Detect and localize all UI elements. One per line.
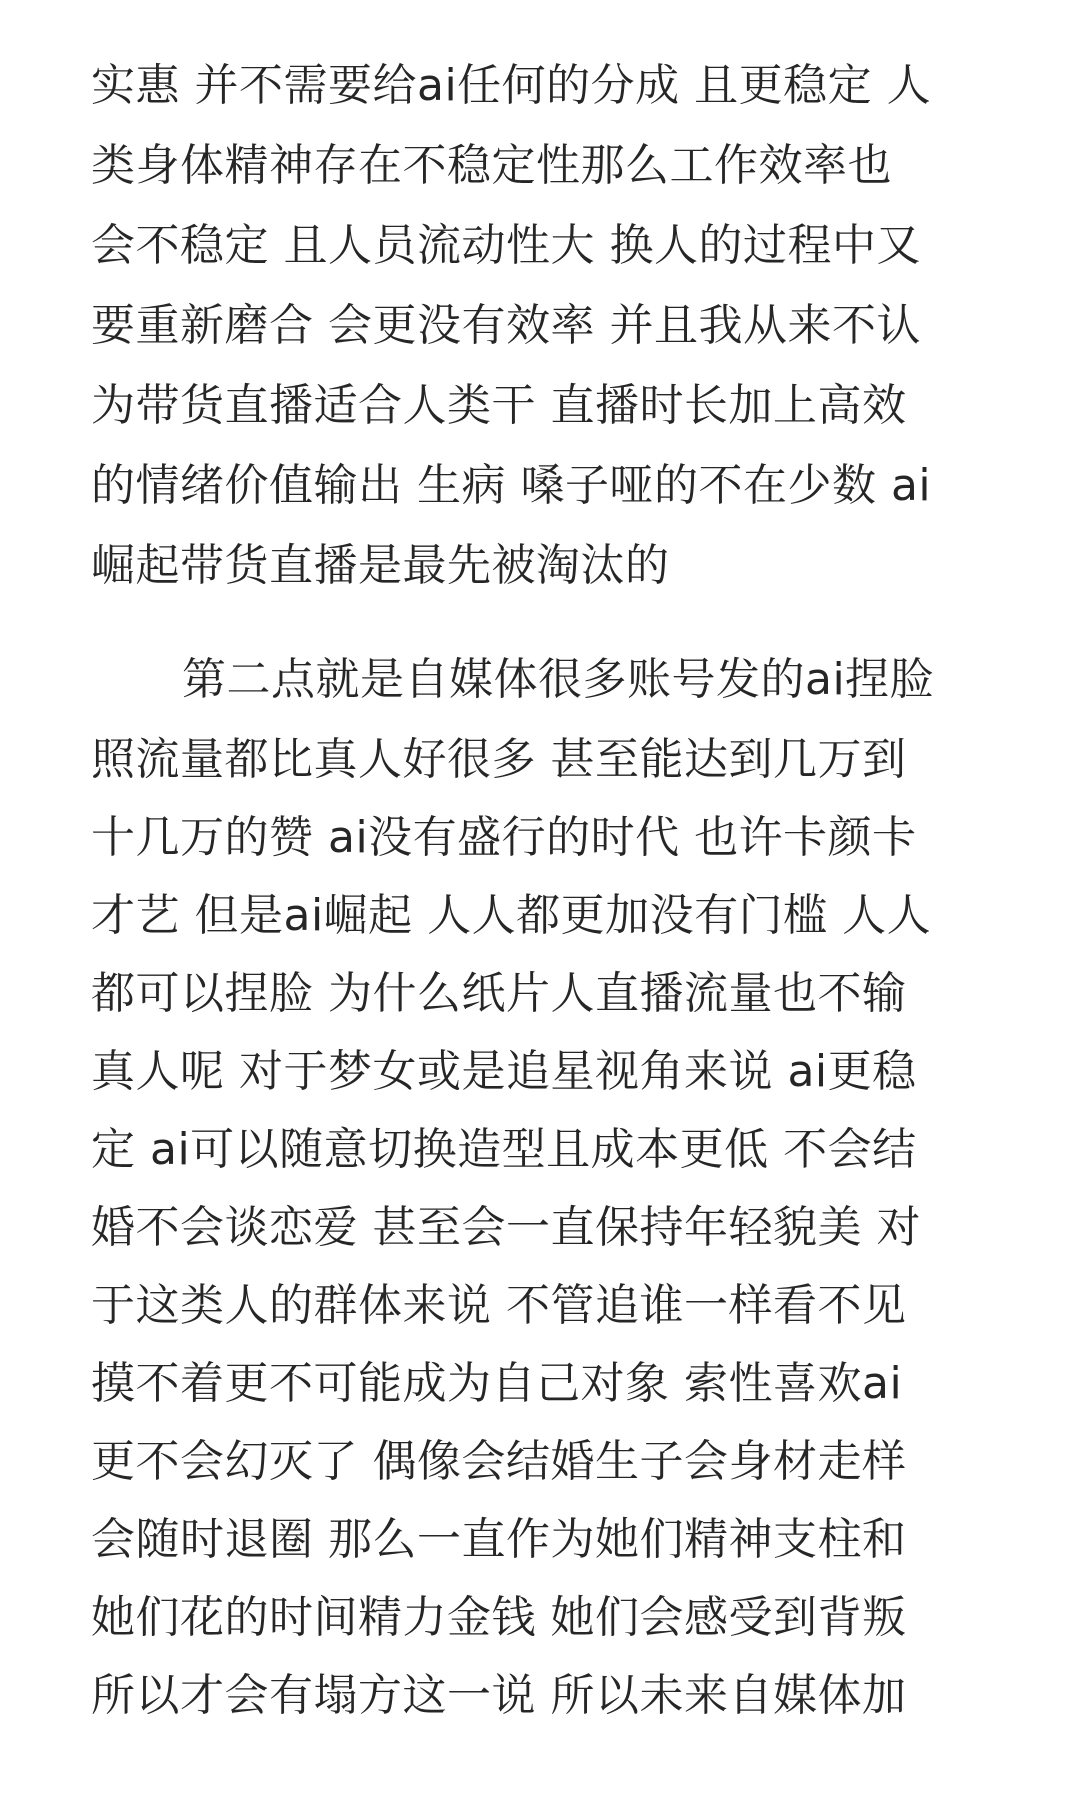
paragraph-2-line: 真人呢 对于梦女或是追星视角来说 ai更稳 [91, 1046, 917, 1097]
paragraph-2-line: 照流量都比真人好很多 甚至能达到几万到 [91, 734, 907, 785]
paragraph-1-line: 实惠 并不需要给ai任何的分成 且更稳定 人 [91, 60, 932, 111]
paragraph-2-line: 才艺 但是ai崛起 人人都更加没有门槛 人人 [91, 890, 932, 941]
paragraph-2-line: 都可以捏脸 为什么纸片人直播流量也不输 [91, 968, 907, 1019]
paragraph-2-line: 所以才会有塌方这一说 所以未来自媒体加 [91, 1670, 907, 1721]
paragraph-2-line: 她们花的时间精力金钱 她们会感受到背叛 [91, 1592, 907, 1643]
paragraph-2-line: 定 ai可以随意切换造型且成本更低 不会结 [91, 1124, 917, 1175]
paragraph-1-line: 为带货直播适合人类干 直播时长加上高效 [91, 380, 907, 431]
paragraph-1-line: 崛起带货直播是最先被淘汰的 [91, 540, 670, 591]
paragraph-1-line: 会不稳定 且人员流动性大 换人的过程中又 [91, 220, 921, 271]
paragraph-1-line: 类身体精神存在不稳定性那么工作效率也 [91, 140, 892, 191]
paragraph-2-line: 婚不会谈恋爱 甚至会一直保持年轻貌美 对 [91, 1202, 921, 1253]
paragraph-1-line: 的情绪价值输出 生病 嗓子哑的不在少数 ai [91, 460, 932, 511]
paragraph-2-line: 摸不着更不可能成为自己对象 索性喜欢ai [91, 1358, 903, 1409]
paragraph-1-line: 要重新磨合 会更没有效率 并且我从来不认 [91, 300, 921, 351]
paragraph-2-line: 于这类人的群体来说 不管追谁一样看不见 [91, 1280, 907, 1331]
paragraph-2-line: 更不会幻灭了 偶像会结婚生子会身材走样 [91, 1436, 907, 1487]
paragraph-2-line: 十几万的赞 ai没有盛行的时代 也许卡颜卡 [91, 812, 917, 863]
paragraph-2-line: 会随时退圈 那么一直作为她们精神支柱和 [91, 1514, 907, 1565]
paragraph-2-line: 第二点就是自媒体很多账号发的ai捏脸 [182, 654, 935, 705]
